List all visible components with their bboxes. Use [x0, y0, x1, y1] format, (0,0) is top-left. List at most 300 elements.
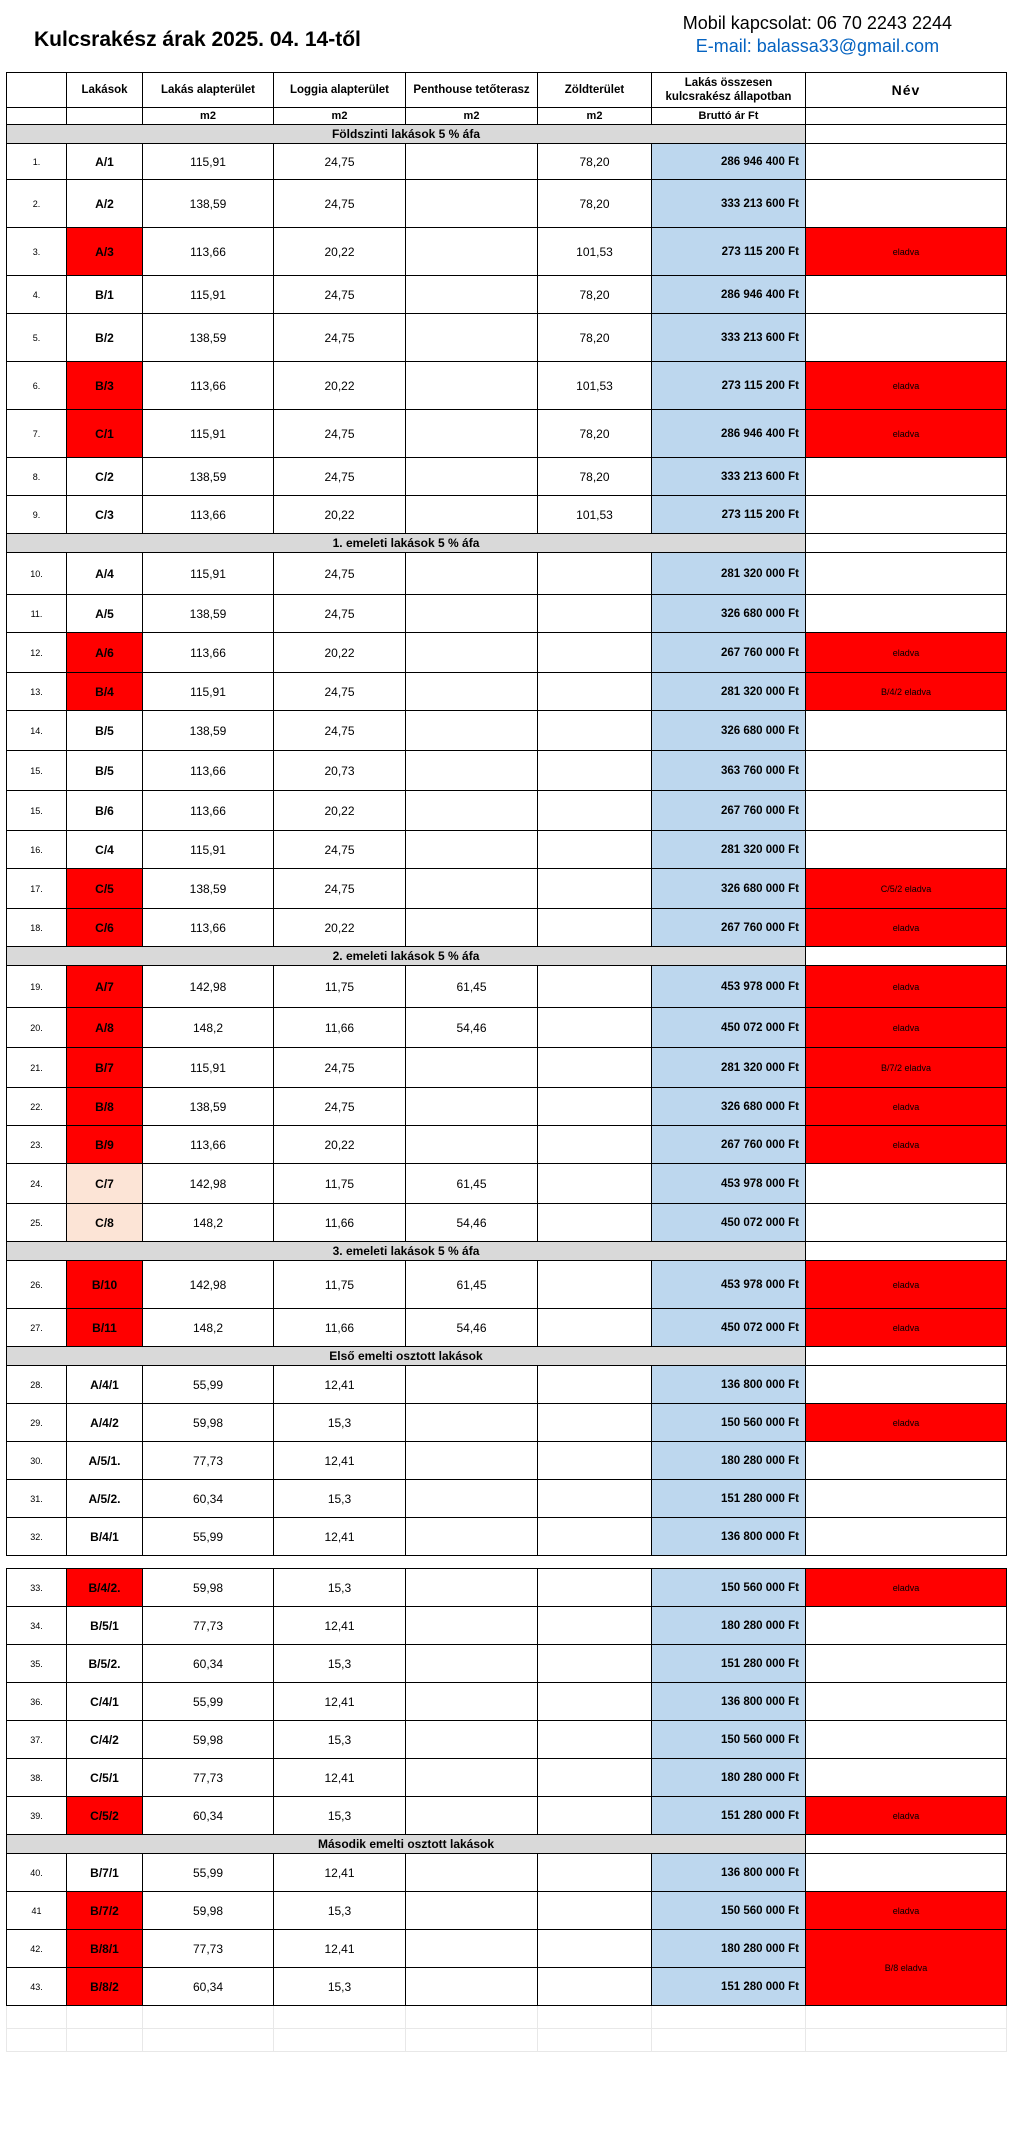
section-row [7, 125, 1007, 144]
gross-price: 267 760 000 Ft [652, 1126, 806, 1164]
penthouse-terrace [406, 1366, 538, 1404]
apartment-id: A/7 [67, 966, 143, 1008]
penthouse-terrace [406, 362, 538, 410]
gross-price: 333 213 600 Ft [652, 314, 806, 362]
penthouse-terrace [406, 673, 538, 711]
row-number: 15. [7, 751, 67, 791]
section-row [7, 534, 1007, 553]
apartment-id: A/1 [67, 144, 143, 180]
green-area [538, 1607, 652, 1645]
loggia-area: 12,41 [274, 1683, 406, 1721]
name-cell [806, 1366, 1007, 1404]
floor-area: 60,34 [143, 1645, 274, 1683]
row-number: 5. [7, 314, 67, 362]
penthouse-terrace [406, 496, 538, 534]
section-row [7, 1242, 1007, 1261]
table-row [7, 1088, 1007, 1126]
green-area [538, 1261, 652, 1309]
table-row [7, 1721, 1007, 1759]
table-row [7, 869, 1007, 909]
row-number: 2. [7, 180, 67, 228]
header-row [7, 73, 1007, 108]
unit-cell: m2 [274, 108, 406, 125]
apartment-id: A/5/2. [67, 1480, 143, 1518]
col-header-loggia: Loggia alapterület [274, 73, 406, 108]
gross-price: 180 280 000 Ft [652, 1759, 806, 1797]
row-number: 7. [7, 410, 67, 458]
empty-row [7, 2029, 1007, 2052]
gross-price: 267 760 000 Ft [652, 633, 806, 673]
apartment-id: B/7/1 [67, 1854, 143, 1892]
floor-area: 113,66 [143, 228, 274, 276]
penthouse-terrace: 54,46 [406, 1204, 538, 1242]
floor-area: 77,73 [143, 1759, 274, 1797]
row-number: 25. [7, 1204, 67, 1242]
loggia-area: 11,75 [274, 966, 406, 1008]
loggia-area: 24,75 [274, 711, 406, 751]
table-row [7, 1759, 1007, 1797]
penthouse-terrace [406, 1968, 538, 2006]
floor-area: 60,34 [143, 1480, 274, 1518]
empty-cell [538, 2006, 652, 2029]
green-area: 78,20 [538, 180, 652, 228]
penthouse-terrace [406, 276, 538, 314]
gross-price: 151 280 000 Ft [652, 1645, 806, 1683]
gross-price: 151 280 000 Ft [652, 1480, 806, 1518]
empty-row [7, 2006, 1007, 2029]
loggia-area: 20,22 [274, 496, 406, 534]
loggia-area: 12,41 [274, 1759, 406, 1797]
apartment-id: B/9 [67, 1126, 143, 1164]
penthouse-terrace [406, 553, 538, 595]
row-number: 28. [7, 1366, 67, 1404]
floor-area: 77,73 [143, 1930, 274, 1968]
name-cell [806, 791, 1007, 831]
table-row [7, 553, 1007, 595]
section-label: 2. emeleti lakások 5 % áfa [7, 947, 806, 966]
table-row [7, 458, 1007, 496]
name-cell [806, 1518, 1007, 1556]
penthouse-terrace [406, 180, 538, 228]
floor-area: 115,91 [143, 553, 274, 595]
table-row [7, 362, 1007, 410]
penthouse-terrace [406, 144, 538, 180]
floor-area: 142,98 [143, 966, 274, 1008]
apartment-id: C/4/2 [67, 1721, 143, 1759]
col-header-lakasok: Lakások [67, 73, 143, 108]
apartment-id: C/6 [67, 909, 143, 947]
gross-price: 326 680 000 Ft [652, 1088, 806, 1126]
table-row [7, 1683, 1007, 1721]
loggia-area: 24,75 [274, 144, 406, 180]
green-area [538, 1797, 652, 1835]
loggia-area: 12,41 [274, 1442, 406, 1480]
table-row [7, 1645, 1007, 1683]
section-blank-cell [806, 125, 1007, 144]
penthouse-terrace [406, 314, 538, 362]
floor-area: 60,34 [143, 1968, 274, 2006]
apartment-id: A/4 [67, 553, 143, 595]
apartment-id: B/5/1 [67, 1607, 143, 1645]
row-number: 35. [7, 1645, 67, 1683]
green-area [538, 1645, 652, 1683]
green-area [538, 1404, 652, 1442]
col-header-zoldterulet: Zöldterület [538, 73, 652, 108]
row-number: 33. [7, 1569, 67, 1607]
table-row [7, 909, 1007, 947]
loggia-area: 24,75 [274, 595, 406, 633]
name-cell [806, 595, 1007, 633]
name-cell [806, 1683, 1007, 1721]
name-cell [806, 1480, 1007, 1518]
section-label: 1. emeleti lakások 5 % áfa [7, 534, 806, 553]
floor-area: 113,66 [143, 362, 274, 410]
row-number: 10. [7, 553, 67, 595]
floor-area: 138,59 [143, 1088, 274, 1126]
gross-price: 180 280 000 Ft [652, 1607, 806, 1645]
apartment-id: A/2 [67, 180, 143, 228]
section-label: Első emelti osztott lakások [7, 1347, 806, 1366]
green-area [538, 1366, 652, 1404]
penthouse-terrace [406, 1404, 538, 1442]
row-number: 26. [7, 1261, 67, 1309]
green-area [538, 1008, 652, 1048]
name-cell [806, 1164, 1007, 1204]
apartment-id: C/7 [67, 1164, 143, 1204]
table-row [7, 1442, 1007, 1480]
email-link[interactable]: E-mail: balassa33@gmail.com [695, 36, 940, 56]
name-cell [806, 144, 1007, 180]
floor-area: 138,59 [143, 711, 274, 751]
gross-price: 363 760 000 Ft [652, 751, 806, 791]
table-row [7, 673, 1007, 711]
gross-price: 281 320 000 Ft [652, 1048, 806, 1088]
floor-area: 59,98 [143, 1404, 274, 1442]
empty-cell [652, 2029, 806, 2052]
col-header-nev: Név [806, 73, 1007, 108]
section-blank-cell [806, 947, 1007, 966]
gross-price: 151 280 000 Ft [652, 1968, 806, 2006]
floor-area: 77,73 [143, 1607, 274, 1645]
name-cell [806, 831, 1007, 869]
unit-cell [806, 108, 1007, 125]
apartment-id: B/7 [67, 1048, 143, 1088]
sold-status: B/4/2 eladva [806, 673, 1007, 711]
table-row [7, 276, 1007, 314]
penthouse-terrace: 54,46 [406, 1008, 538, 1048]
loggia-area: 24,75 [274, 276, 406, 314]
sold-status: eladva [806, 362, 1007, 410]
sold-status: eladva [806, 228, 1007, 276]
gross-price: 180 280 000 Ft [652, 1442, 806, 1480]
loggia-area: 11,75 [274, 1164, 406, 1204]
row-number: 9. [7, 496, 67, 534]
penthouse-terrace [406, 228, 538, 276]
table-row [7, 496, 1007, 534]
floor-area: 142,98 [143, 1164, 274, 1204]
table-row [7, 1892, 1007, 1930]
table-break [7, 1556, 1007, 1569]
loggia-area: 20,73 [274, 751, 406, 791]
loggia-area: 15,3 [274, 1892, 406, 1930]
table-row [7, 791, 1007, 831]
empty-cell [652, 2006, 806, 2029]
row-number: 4. [7, 276, 67, 314]
loggia-area: 15,3 [274, 1721, 406, 1759]
penthouse-terrace [406, 1518, 538, 1556]
loggia-area: 24,75 [274, 869, 406, 909]
gross-price: 286 946 400 Ft [652, 144, 806, 180]
loggia-area: 15,3 [274, 1404, 406, 1442]
sold-status: eladva [806, 1797, 1007, 1835]
name-cell [806, 711, 1007, 751]
loggia-area: 11,75 [274, 1261, 406, 1309]
row-number: 6. [7, 362, 67, 410]
apartment-id: A/4/1 [67, 1366, 143, 1404]
gross-price: 150 560 000 Ft [652, 1721, 806, 1759]
penthouse-terrace [406, 1480, 538, 1518]
green-area: 101,53 [538, 362, 652, 410]
green-area: 78,20 [538, 276, 652, 314]
loggia-area: 24,75 [274, 180, 406, 228]
row-number: 34. [7, 1607, 67, 1645]
penthouse-terrace [406, 831, 538, 869]
apartment-id: A/6 [67, 633, 143, 673]
floor-area: 113,66 [143, 496, 274, 534]
gross-price: 450 072 000 Ft [652, 1008, 806, 1048]
empty-cell [67, 2029, 143, 2052]
empty-cell [67, 2006, 143, 2029]
table-row [7, 1008, 1007, 1048]
gross-price: 136 800 000 Ft [652, 1854, 806, 1892]
loggia-area: 24,75 [274, 410, 406, 458]
green-area [538, 1854, 652, 1892]
green-area: 78,20 [538, 144, 652, 180]
loggia-area: 11,66 [274, 1008, 406, 1048]
penthouse-terrace [406, 1126, 538, 1164]
table-row [7, 1261, 1007, 1309]
floor-area: 138,59 [143, 869, 274, 909]
row-number: 15. [7, 791, 67, 831]
empty-cell [538, 2029, 652, 2052]
apartment-id: B/8/1 [67, 1930, 143, 1968]
units-row [7, 108, 1007, 125]
loggia-area: 11,66 [274, 1204, 406, 1242]
gross-price: 267 760 000 Ft [652, 791, 806, 831]
floor-area: 55,99 [143, 1854, 274, 1892]
table-row [7, 751, 1007, 791]
gross-price: 136 800 000 Ft [652, 1518, 806, 1556]
unit-cell: m2 [406, 108, 538, 125]
gross-price: 281 320 000 Ft [652, 553, 806, 595]
table-row [7, 633, 1007, 673]
apartment-id: A/3 [67, 228, 143, 276]
penthouse-terrace [406, 1088, 538, 1126]
page-title: Kulcsrakész árak 2025. 04. 14-től [34, 28, 361, 51]
penthouse-terrace: 61,45 [406, 966, 538, 1008]
loggia-area: 15,3 [274, 1480, 406, 1518]
gross-price: 150 560 000 Ft [652, 1404, 806, 1442]
floor-area: 115,91 [143, 410, 274, 458]
green-area [538, 1968, 652, 2006]
table-row [7, 1569, 1007, 1607]
loggia-area: 12,41 [274, 1930, 406, 1968]
penthouse-terrace [406, 791, 538, 831]
price-table [6, 72, 1007, 2052]
table-row [7, 410, 1007, 458]
name-cell [806, 276, 1007, 314]
penthouse-terrace [406, 1797, 538, 1835]
table-row [7, 711, 1007, 751]
name-cell [806, 751, 1007, 791]
loggia-area: 12,41 [274, 1366, 406, 1404]
row-number: 17. [7, 869, 67, 909]
loggia-area: 24,75 [274, 553, 406, 595]
floor-area: 115,91 [143, 1048, 274, 1088]
apartment-id: A/5/1. [67, 1442, 143, 1480]
name-cell [806, 1204, 1007, 1242]
floor-area: 142,98 [143, 1261, 274, 1309]
empty-cell [806, 2029, 1007, 2052]
sold-status: eladva [806, 410, 1007, 458]
table-row [7, 1797, 1007, 1835]
apartment-id: B/1 [67, 276, 143, 314]
green-area: 101,53 [538, 496, 652, 534]
apartment-id: B/2 [67, 314, 143, 362]
name-cell [806, 496, 1007, 534]
table-row [7, 1607, 1007, 1645]
penthouse-terrace [406, 1607, 538, 1645]
green-area [538, 1930, 652, 1968]
floor-area: 148,2 [143, 1309, 274, 1347]
floor-area: 59,98 [143, 1892, 274, 1930]
floor-area: 60,34 [143, 1797, 274, 1835]
green-area [538, 673, 652, 711]
row-number: 42. [7, 1930, 67, 1968]
gross-price: 180 280 000 Ft [652, 1930, 806, 1968]
penthouse-terrace [406, 1892, 538, 1930]
loggia-area: 24,75 [274, 831, 406, 869]
row-number: 1. [7, 144, 67, 180]
apartment-id: B/11 [67, 1309, 143, 1347]
apartment-id: C/5/1 [67, 1759, 143, 1797]
sold-status: B/7/2 eladva [806, 1048, 1007, 1088]
apartment-id: B/7/2 [67, 1892, 143, 1930]
section-blank-cell [806, 534, 1007, 553]
row-number: 16. [7, 831, 67, 869]
row-number: 41 [7, 1892, 67, 1930]
floor-area: 138,59 [143, 595, 274, 633]
gross-price: 136 800 000 Ft [652, 1683, 806, 1721]
green-area [538, 1048, 652, 1088]
table-row [7, 1126, 1007, 1164]
contact-info [683, 12, 952, 58]
col-header-num [7, 73, 67, 108]
gross-price: 326 680 000 Ft [652, 869, 806, 909]
green-area [538, 711, 652, 751]
gross-price: 267 760 000 Ft [652, 909, 806, 947]
gross-price: 326 680 000 Ft [652, 711, 806, 751]
apartment-id: B/3 [67, 362, 143, 410]
apartment-id: C/2 [67, 458, 143, 496]
row-number: 24. [7, 1164, 67, 1204]
gross-price: 453 978 000 Ft [652, 1164, 806, 1204]
empty-cell [406, 2006, 538, 2029]
sold-status: eladva [806, 1309, 1007, 1347]
name-cell [806, 553, 1007, 595]
apartment-id: C/1 [67, 410, 143, 458]
loggia-area: 24,75 [274, 458, 406, 496]
floor-area: 55,99 [143, 1366, 274, 1404]
floor-area: 113,66 [143, 633, 274, 673]
row-number: 31. [7, 1480, 67, 1518]
gross-price: 453 978 000 Ft [652, 1261, 806, 1309]
name-cell [806, 458, 1007, 496]
row-number: 18. [7, 909, 67, 947]
loggia-area: 12,41 [274, 1854, 406, 1892]
row-number: 30. [7, 1442, 67, 1480]
penthouse-terrace: 61,45 [406, 1164, 538, 1204]
table-row [7, 1204, 1007, 1242]
sold-status: eladva [806, 1261, 1007, 1309]
loggia-area: 24,75 [274, 1048, 406, 1088]
section-label: Földszinti lakások 5 % áfa [7, 125, 806, 144]
sold-status: eladva [806, 1126, 1007, 1164]
sold-status: eladva [806, 1892, 1007, 1930]
green-area [538, 751, 652, 791]
loggia-area: 20,22 [274, 362, 406, 410]
green-area [538, 966, 652, 1008]
penthouse-terrace [406, 1569, 538, 1607]
floor-area: 59,98 [143, 1721, 274, 1759]
apartment-id: B/5 [67, 751, 143, 791]
section-row [7, 1835, 1007, 1854]
section-blank-cell [806, 1242, 1007, 1261]
penthouse-terrace [406, 1048, 538, 1088]
sold-status: eladva [806, 1008, 1007, 1048]
green-area [538, 831, 652, 869]
section-label: 3. emeleti lakások 5 % áfa [7, 1242, 806, 1261]
name-cell [806, 1645, 1007, 1683]
gross-price: 326 680 000 Ft [652, 595, 806, 633]
row-number: 37. [7, 1721, 67, 1759]
table-row [7, 144, 1007, 180]
floor-area: 115,91 [143, 144, 274, 180]
loggia-area: 15,3 [274, 1645, 406, 1683]
gross-price: 450 072 000 Ft [652, 1309, 806, 1347]
table-row [7, 1404, 1007, 1442]
apartment-id: B/5/2. [67, 1645, 143, 1683]
loggia-area: 15,3 [274, 1797, 406, 1835]
apartment-id: B/4 [67, 673, 143, 711]
green-area [538, 595, 652, 633]
floor-area: 115,91 [143, 831, 274, 869]
unit-cell: m2 [538, 108, 652, 125]
loggia-area: 24,75 [274, 314, 406, 362]
table-row [7, 1048, 1007, 1088]
penthouse-terrace: 61,45 [406, 1261, 538, 1309]
table-row [7, 1309, 1007, 1347]
row-number: 29. [7, 1404, 67, 1442]
sold-status: B/8 eladva [806, 1930, 1007, 2006]
floor-area: 138,59 [143, 314, 274, 362]
col-header-osszesen: Lakás összesen kulcsrakész állapotban [652, 73, 806, 108]
row-number: 20. [7, 1008, 67, 1048]
unit-cell: Bruttó ár Ft [652, 108, 806, 125]
floor-area: 113,66 [143, 1126, 274, 1164]
penthouse-terrace [406, 1759, 538, 1797]
green-area [538, 1480, 652, 1518]
